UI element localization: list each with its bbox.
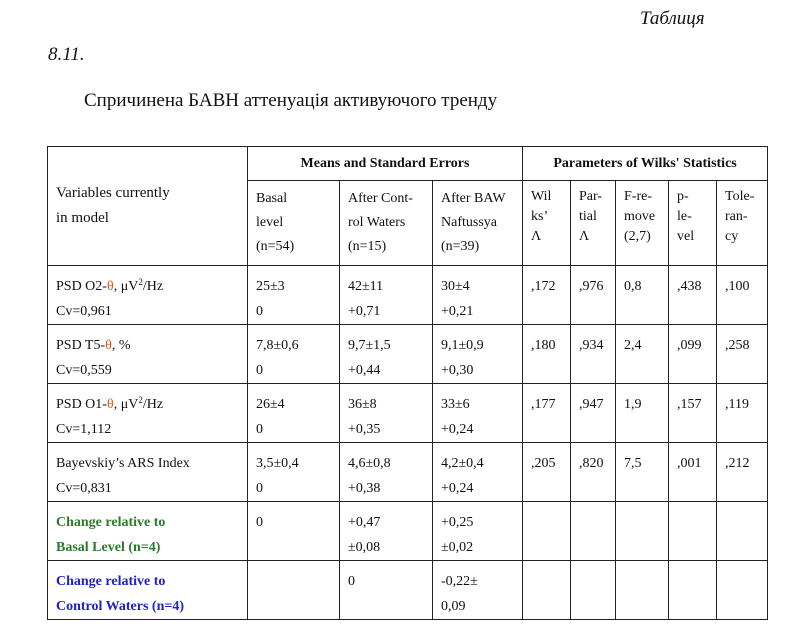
fremove-cell: 2,4: [616, 325, 669, 384]
after-baw-cell: 33±6 +0,24: [433, 384, 523, 443]
variables-header: [48, 147, 248, 266]
table-row: [48, 325, 768, 384]
after-baw-cell: -0,22± 0,09: [433, 561, 523, 620]
fremove-cell: 0,8: [616, 266, 669, 325]
plevel-cell: ,157: [669, 384, 717, 443]
basal-cell: 26±4 0: [248, 384, 340, 443]
plevel-cell: ,001: [669, 443, 717, 502]
empty-cell: [523, 561, 571, 620]
table-row: [48, 266, 768, 325]
empty-cell: [669, 561, 717, 620]
after-baw-cell: 30±4 +0,21: [433, 266, 523, 325]
partial-cell: ,976: [571, 266, 616, 325]
variable-cell: PSD O1-θ, $\mu V^2/Hz$ Cv=1,112: [48, 384, 248, 443]
tolerance-cell: ,212: [717, 443, 768, 502]
col-header-wilks: Wil ks’ Λ: [523, 181, 571, 266]
table-row: [48, 443, 768, 502]
col-header-after-baw: After BAW Naftussya (n=39): [433, 181, 523, 266]
fremove-cell: 7,5: [616, 443, 669, 502]
col-header-partial: Par- tial Λ: [571, 181, 616, 266]
col-header-plevel: p- le- vel: [669, 181, 717, 266]
basal-cell: 3,5±0,4 0: [248, 443, 340, 502]
variables-header-line1: Variables currently: [56, 185, 170, 201]
theta-symbol: θ: [106, 397, 114, 412]
variable-cell: Bayevskiy’s ARS Index Cv=0,831: [48, 443, 248, 502]
basal-cell: 25±3 0: [248, 266, 340, 325]
empty-cell: [571, 561, 616, 620]
change-basal-row: [48, 502, 768, 561]
tolerance-cell: ,100: [717, 266, 768, 325]
empty-cell: [523, 502, 571, 561]
header-group-row: [48, 147, 768, 181]
table-caption-number: 8.11.: [48, 44, 85, 65]
basal-cell: 0: [248, 502, 340, 561]
empty-cell: [717, 502, 768, 561]
variables-header-line2: in model: [56, 210, 109, 226]
after-baw-cell: 9,1±0,9 +0,30: [433, 325, 523, 384]
after-control-cell: 9,7±1,5 +0,44: [340, 325, 433, 384]
change-basal-label: Change relative to Basal Level (n=4): [48, 502, 248, 561]
table-row: [48, 384, 768, 443]
table-caption-word: Таблиця: [640, 8, 705, 29]
tolerance-cell: ,119: [717, 384, 768, 443]
table-title: Спричинена БАВН аттенуація активуючого тренду: [84, 90, 498, 111]
means-group-header: Means and Standard Errors: [248, 147, 523, 181]
basal-cell: 7,8±0,6 0: [248, 325, 340, 384]
col-header-fremove: F-re- move (2,7): [616, 181, 669, 266]
empty-cell: [616, 502, 669, 561]
tolerance-cell: ,258: [717, 325, 768, 384]
variable-cell: PSD T5-θ, % Cv=0,559: [48, 325, 248, 384]
wilks-group-header: Parameters of Wilks' Statistics: [523, 147, 768, 181]
wilks-cell: ,177: [523, 384, 571, 443]
empty-cell: [616, 561, 669, 620]
plevel-cell: ,099: [669, 325, 717, 384]
empty-cell: [669, 502, 717, 561]
plevel-cell: ,438: [669, 266, 717, 325]
empty-cell: [248, 561, 340, 620]
theta-symbol: θ: [105, 338, 112, 353]
col-header-basal: Basal level (n=54): [248, 181, 340, 266]
col-header-tolerance: Tole- ran- cy: [717, 181, 768, 266]
change-control-label: Change relative to Control Waters (n=4): [48, 561, 248, 620]
after-baw-cell: 4,2±0,4 +0,24: [433, 443, 523, 502]
after-control-cell: 36±8 +0,35: [340, 384, 433, 443]
after-control-cell: +0,47 ±0,08: [340, 502, 433, 561]
theta-symbol: θ: [106, 279, 114, 294]
after-control-cell: 42±11 +0,71: [340, 266, 433, 325]
partial-cell: ,947: [571, 384, 616, 443]
wilks-cell: ,172: [523, 266, 571, 325]
change-control-row: [48, 561, 768, 620]
col-header-after-control: After Cont- rol Waters (n=15): [340, 181, 433, 266]
after-baw-cell: +0,25 ±0,02: [433, 502, 523, 561]
partial-cell: ,934: [571, 325, 616, 384]
wilks-cell: ,205: [523, 443, 571, 502]
wilks-cell: ,180: [523, 325, 571, 384]
empty-cell: [571, 502, 616, 561]
after-control-cell: 4,6±0,8 +0,38: [340, 443, 433, 502]
statistics-table: [47, 146, 768, 620]
variable-cell: PSD O2-θ, $\mu V^2/Hz$ Cv=0,961: [48, 266, 248, 325]
empty-cell: [717, 561, 768, 620]
after-control-cell: 0: [340, 561, 433, 620]
partial-cell: ,820: [571, 443, 616, 502]
fremove-cell: 1,9: [616, 384, 669, 443]
